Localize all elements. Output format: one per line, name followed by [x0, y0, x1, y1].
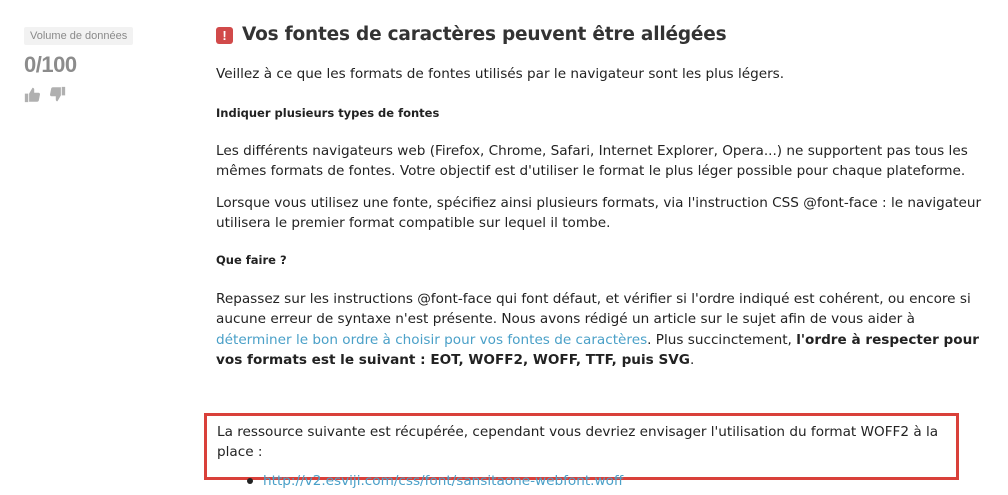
resource-message: La ressource suivante est récupérée, cependant vous devriez envisager l'utilisation du format WOFF2 à la place : [217, 424, 939, 460]
paragraph-browsers: Les différents navigateurs web (Firefox, Chrome, Safari, Internet Explorer, Opera...) ne supportent pas tous les mêmes formats de fontes. Votre objectif est d'utiliser le format le plus léger possible pour chaque plateforme. [216, 142, 968, 179]
paragraph-font-face: Lorsque vous utilisez une fonte, spécifiez ainsi plusieurs formats, via l'instruction CSS @font-face : le navigateur utilisera le premier format compatible sur lequel il tombe. [216, 194, 982, 231]
paragraph-advice [216, 289, 988, 371]
subheading-font-types: Indiquer plusieurs types de fontes [216, 105, 440, 120]
intro-text: Veillez à ce que les formats de fontes utilisés par le navigateur sont les plus légers. [216, 66, 785, 82]
bullet-icon [247, 478, 253, 484]
advice-text-start: Repassez sur les instructions @font-face qui font défaut, et vérifier si l'ordre indiqué est cohérent, ou encore si aucune erreur de syntaxe n'est présente. Nous avons rédigé un article sur le sujet afin de vous aider à [216, 290, 971, 327]
rule-title: Vos fontes de caractères peuvent être allégées [242, 24, 727, 45]
format-order-text: l'ordre à respecter pour vos formats est le suivant : EOT, WOFF2, WOFF, TTF, puis SVG [216, 331, 979, 368]
subheading-what-to-do: Que faire ? [216, 252, 287, 267]
advice-text-end: . [689, 352, 695, 368]
resource-url-link[interactable]: http://v2.esviji.com/css/font/sansitaone-webfont.woff [263, 473, 624, 489]
score-sidebar [24, 24, 174, 103]
advice-text-mid: . Plus succinctement, [647, 331, 797, 348]
score-value: 0/100 [24, 52, 77, 77]
category-tag: Volume de données [24, 27, 133, 45]
resource-list [217, 473, 946, 489]
article-link[interactable]: déterminer le bon ordre à choisir pour vos fontes de caractères [216, 331, 648, 348]
title-row [216, 24, 988, 45]
vote-buttons [24, 86, 174, 103]
resource-box [204, 413, 959, 489]
thumbs-up-icon[interactable] [24, 86, 41, 103]
alert-icon: ! [216, 27, 233, 44]
rule-detail [216, 24, 988, 371]
thumbs-down-icon[interactable] [49, 86, 66, 103]
list-item [247, 473, 946, 489]
